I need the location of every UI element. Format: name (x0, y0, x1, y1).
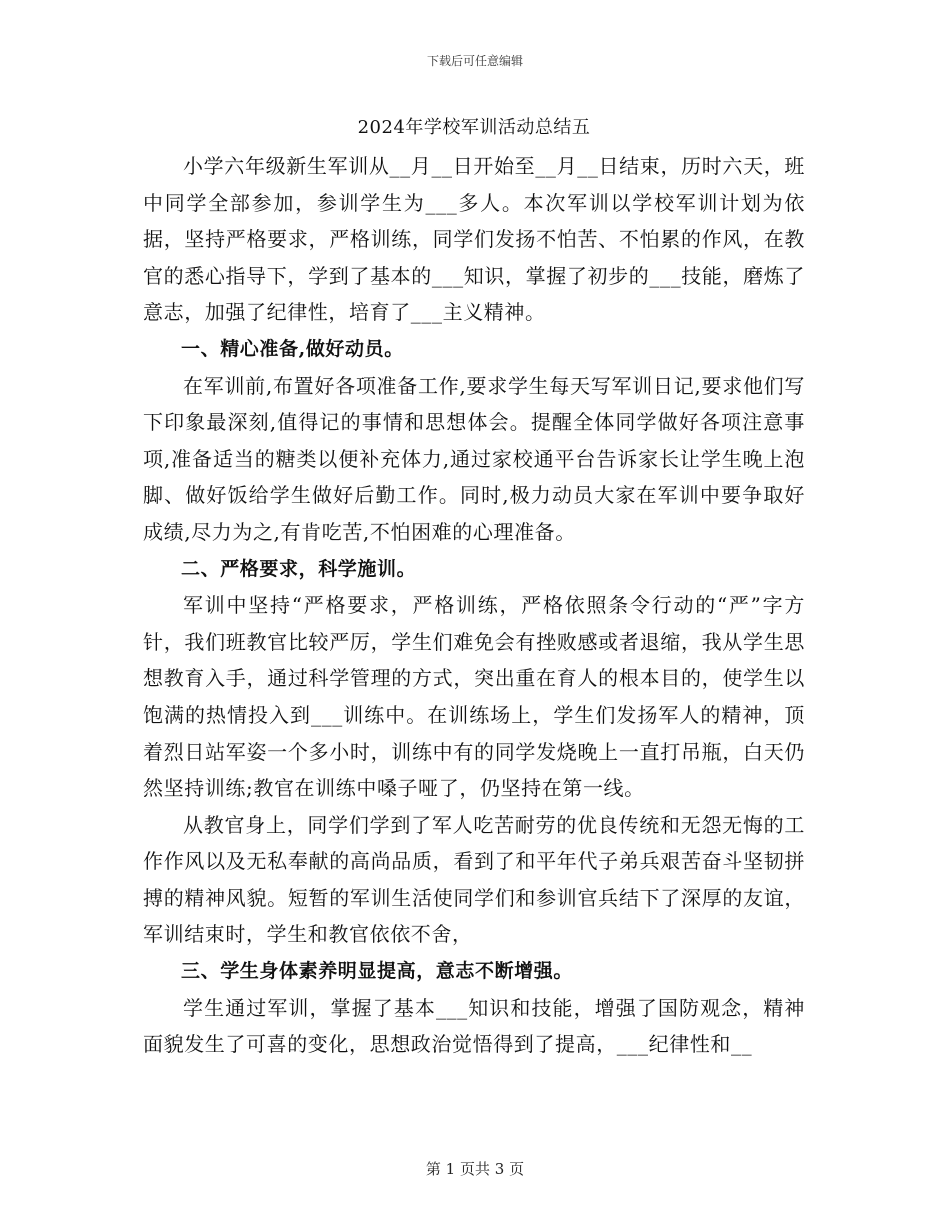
paragraph-preparation: 在军训前,布置好各项准备工作,要求学生每天写军训日记,要求他们写下印象最深刻,值得记的事情和思想体会。提醒全体同学做好各项注意事项,准备适当的糖类以便补充体力,通过家校通平台告诉家长让学生晚上泡脚、做好饭给学生做好后勤工作。同时,极力动员大家在军训中要争取好成绩,尽力为之,有肯吃苦,不怕困难的心理准备。 (143, 373, 805, 544)
page-footer: 第 1 页共 3 页 (425, 1160, 525, 1178)
paragraph-intro: 小学六年级新生军训从__月__日开始至__月__日结束，历时六天，班中同学全部参加，参训学生为___多人。本次军训以学校军训计划为依据，坚持严格要求，严格训练，同学们发扬不怕苦、不怕累的作风，在教官的悉心指导下，学到了基本的___知识，掌握了初步的___技能，磨炼了意志，加强了纪律性，培育了___主义精神。 (143, 154, 805, 325)
paragraph-training: 军训中坚持“严格要求，严格训练，严格依照条令行动的“严”字方针，我们班教官比较严厉，学生们难免会有挫败感或者退缩，我从学生思想教育入手，通过科学管理的方式，突出重在育人的根本目的，使学生以饱满的热情投入到___训练中。在训练场上，学生们发扬军人的精神，顶着烈日站军姿一个多小时，训练中有的同学发烧晚上一直打吊瓶，白天仍然坚持训练;教官在训练中嗓子哑了，仍坚持在第一线。 (143, 593, 805, 801)
section-heading-1: 一、精心准备,做好动员。 (181, 337, 404, 360)
paragraph-instructors: 从教官身上，同学们学到了军人吃苦耐劳的优良传统和无怨无悔的工作作风以及无私奉献的高尚品质，看到了和平年代子弟兵艰苦奋斗坚韧拼搏的精神风貌。短暂的军训生活使同学们和参训官兵结下了深厚的友谊，军训结束时，学生和教官依依不舍， (143, 812, 805, 947)
page-header: 下载后可任意编辑 (426, 54, 523, 68)
document-body (143, 112, 805, 1063)
section-heading-3: 三、学生身体素养明显提高，意志不断增强。 (181, 960, 574, 983)
document-title: 2024年学校军训活动总结五 (357, 117, 591, 138)
paragraph-results: 学生通过军训，掌握了基本___知识和技能，增强了国防观念，精神面貌发生了可喜的变化，思想政治觉悟得到了提高，___纪律性和__ (143, 995, 805, 1057)
section-heading-2: 二、严格要求，科学施训。 (181, 557, 417, 580)
